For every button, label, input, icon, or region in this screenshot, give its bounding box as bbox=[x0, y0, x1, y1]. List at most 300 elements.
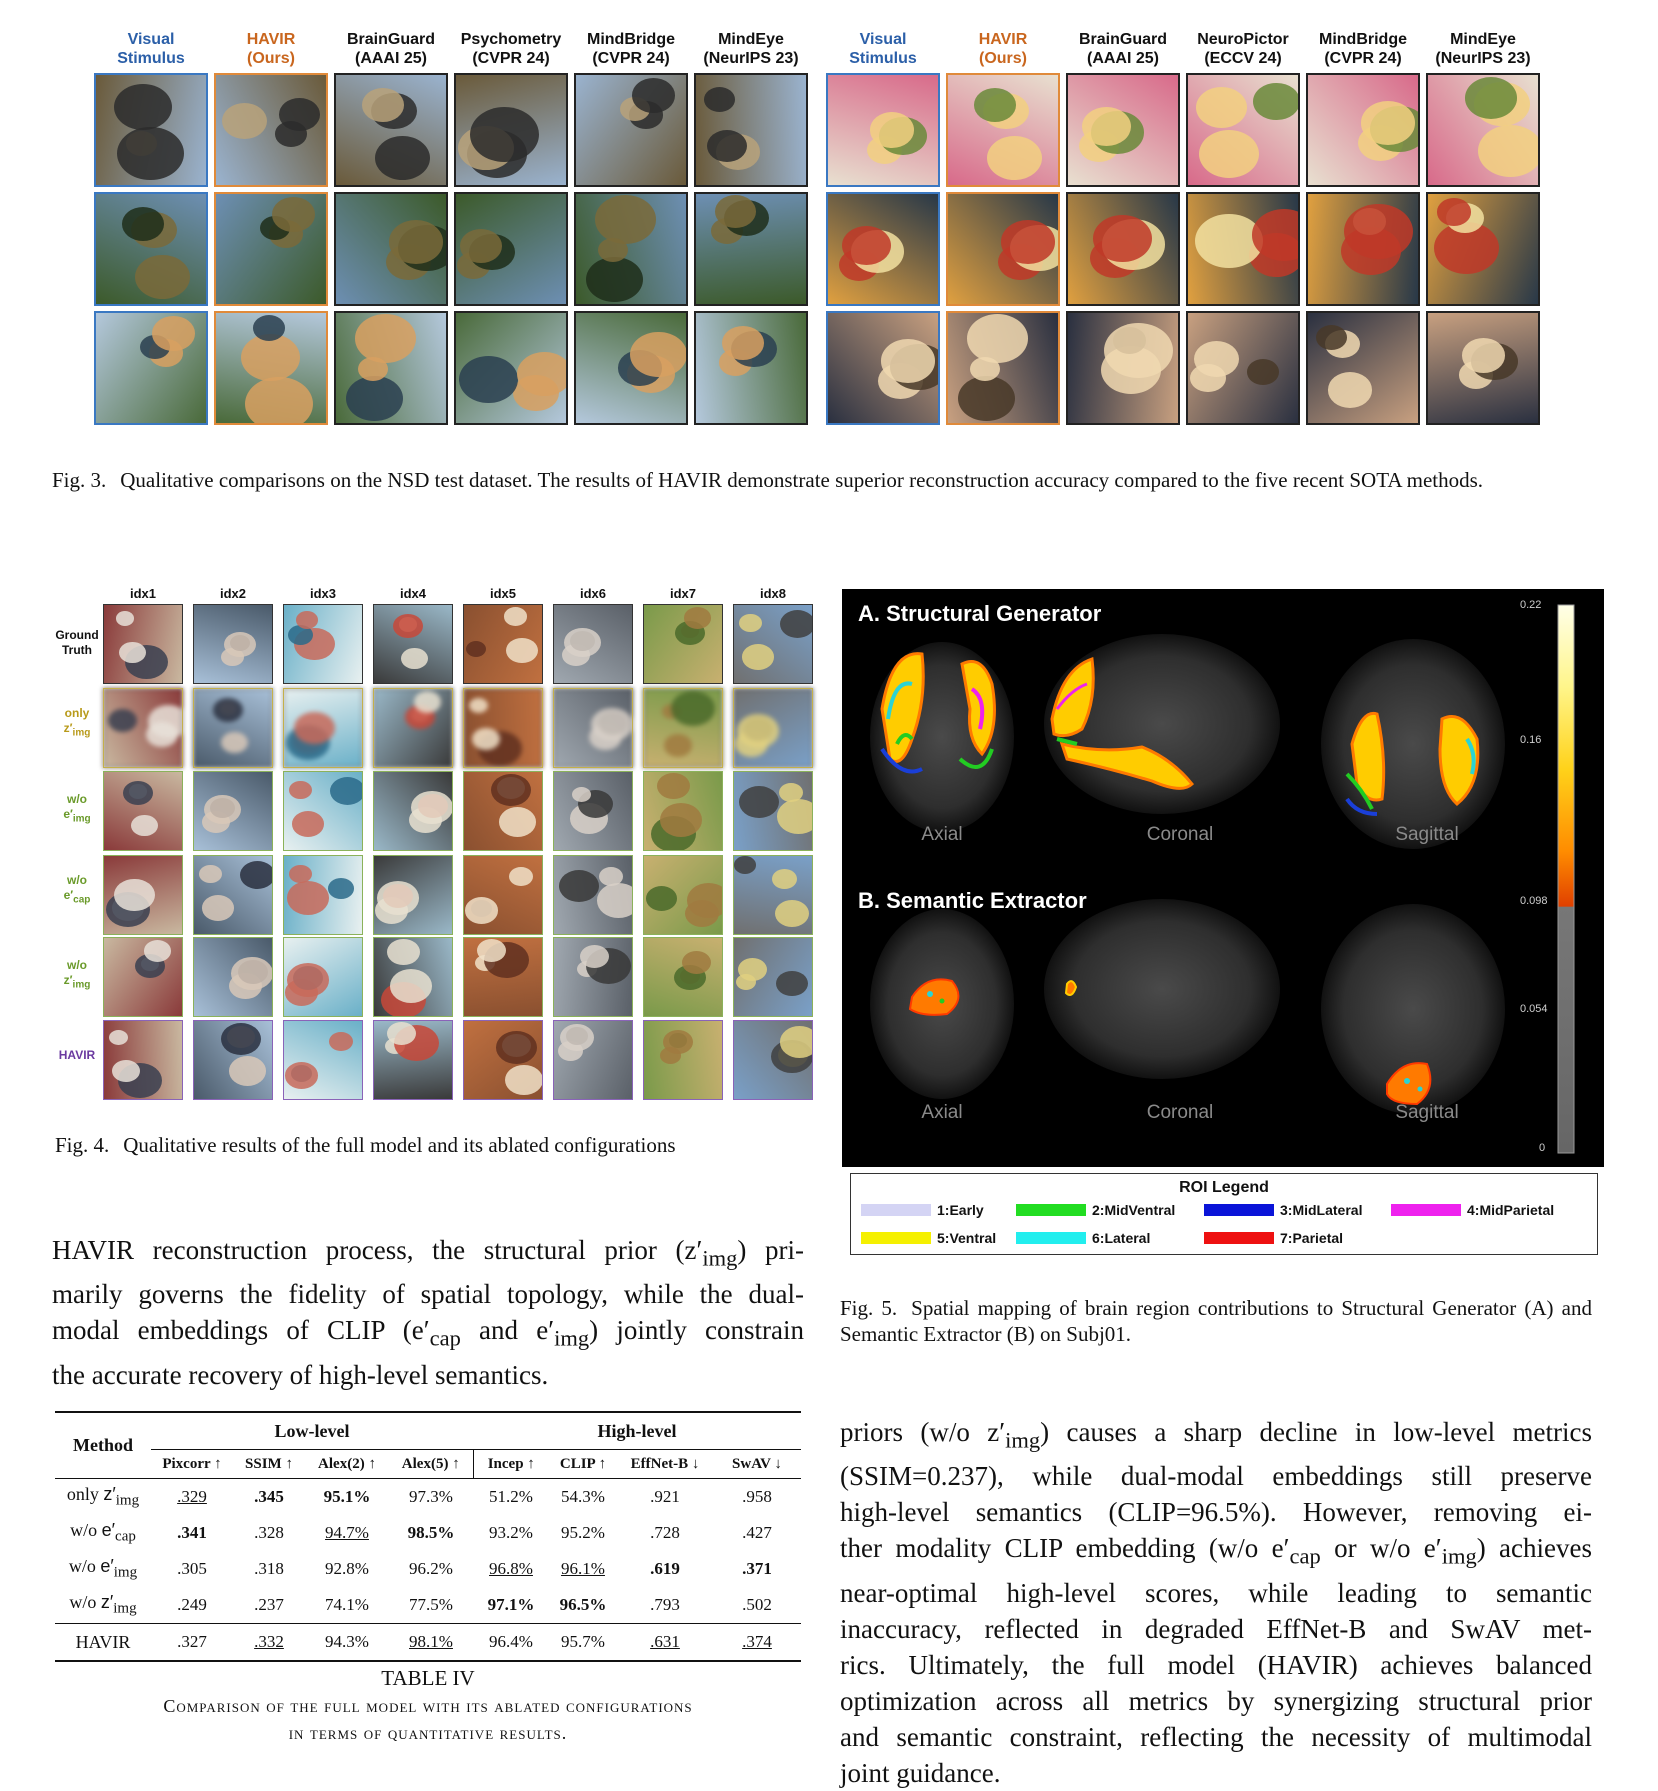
table-row bbox=[55, 1551, 801, 1587]
image-region bbox=[393, 614, 423, 638]
image-region bbox=[1199, 130, 1259, 178]
fig4-r2-c6-frame bbox=[553, 688, 633, 768]
text-line: (SSIM=0.237), while dual-modal embeddings still preserve bbox=[840, 1461, 1592, 1492]
cell-value: .328 bbox=[254, 1523, 284, 1542]
image-region bbox=[715, 195, 756, 228]
fig3-right-r3-c6-image bbox=[1426, 311, 1540, 425]
image-region bbox=[598, 238, 628, 262]
col-header-3: Alex(2) ↑ bbox=[318, 1455, 376, 1472]
fig4-col-idx6: idx6 bbox=[579, 586, 606, 601]
image-region bbox=[684, 607, 711, 629]
image-region bbox=[459, 356, 518, 403]
image-region bbox=[722, 326, 764, 360]
col-header-7: EffNet-B ↓ bbox=[630, 1455, 700, 1472]
roi-legend-item-4 bbox=[1391, 1202, 1554, 1218]
table-row bbox=[55, 1479, 801, 1516]
fig3-left-r3-c6-image bbox=[694, 311, 808, 425]
image-region bbox=[135, 255, 190, 299]
fig4-r2-c5-frame bbox=[463, 688, 543, 768]
fig3-left-r3-c1-image bbox=[94, 311, 208, 425]
fig4-r6-c3-frame bbox=[283, 1020, 363, 1100]
fig4-r6-c6-frame bbox=[553, 1020, 633, 1100]
fig4-r6-c8-frame bbox=[733, 1020, 813, 1100]
fig4-r2-c1-frame bbox=[103, 688, 183, 768]
image-region bbox=[987, 136, 1042, 180]
fig4-row-label-4: w/o $e'_{cap}$ bbox=[63, 873, 91, 906]
low-level-header: Low-level bbox=[151, 1412, 473, 1450]
cell-value: .427 bbox=[742, 1523, 772, 1542]
text-line: high-level semantics (CLIP=96.5%). However, removing ei- bbox=[840, 1497, 1592, 1528]
image-region bbox=[1316, 325, 1347, 350]
roi-legend-item-1 bbox=[861, 1202, 984, 1218]
fig3-right-r2-c3-image bbox=[1066, 192, 1180, 306]
table-subtitle-1: Comparison of the full model with its ablated configurations bbox=[163, 1696, 693, 1716]
fig3-left-r1-c4-image bbox=[454, 73, 568, 187]
fig4-r5-c1-frame bbox=[103, 937, 183, 1017]
brain-map-figure bbox=[842, 589, 1604, 1167]
table-cell bbox=[305, 1479, 389, 1516]
table-row bbox=[55, 1587, 801, 1624]
cell-value: .921 bbox=[650, 1487, 680, 1506]
fig4-r2-c4-frame bbox=[373, 688, 453, 768]
fig4-r4-c1-frame bbox=[103, 855, 183, 935]
fig4-r1-c1-image bbox=[103, 604, 183, 684]
table-cell bbox=[473, 1551, 549, 1587]
fig4-col-idx3: idx3 bbox=[309, 586, 336, 601]
roi-legend-item-7 bbox=[1204, 1230, 1343, 1246]
cell-value: 96.1% bbox=[561, 1559, 605, 1578]
fig4-col-idx5: idx5 bbox=[489, 586, 516, 601]
brain-map-panel bbox=[842, 589, 1604, 1167]
fig3-caption bbox=[52, 467, 1590, 493]
image-region bbox=[630, 332, 687, 378]
panel-b-view-coronal: Coronal bbox=[1146, 1102, 1214, 1123]
text-line: joint guidance. bbox=[840, 1757, 1001, 1788]
colorbar-tick-5: 0 bbox=[1539, 1142, 1546, 1154]
cell-value: 98.1% bbox=[409, 1632, 453, 1651]
roi-label: 7:Parietal bbox=[1280, 1230, 1344, 1246]
fig3-left-r2-c3-image bbox=[334, 192, 448, 306]
row-method: w/o $e'_{cap}$ bbox=[70, 1520, 136, 1545]
cell-value: 77.5% bbox=[409, 1595, 453, 1614]
fig4-r1-c4-image bbox=[373, 604, 453, 684]
fig4-r1-c7-image bbox=[643, 604, 723, 684]
cell-value: .341 bbox=[177, 1523, 207, 1542]
image-region bbox=[974, 88, 1016, 122]
image-region bbox=[870, 112, 914, 147]
roi-swatch bbox=[1391, 1204, 1461, 1216]
fig3-left-r2-c1-image bbox=[94, 192, 208, 306]
fig3-left-header-4: Psychometry (CVPR 24) bbox=[460, 31, 562, 67]
right-paragraph bbox=[840, 1414, 1592, 1791]
cell-value: .318 bbox=[254, 1559, 284, 1578]
image-region bbox=[224, 632, 256, 658]
table-cell bbox=[713, 1551, 801, 1587]
fig3-right-r1-c6-image bbox=[1426, 73, 1540, 187]
image-region bbox=[742, 644, 774, 670]
image-region bbox=[504, 607, 527, 625]
fig4-caption-label: Fig. 4. bbox=[55, 1133, 110, 1157]
fig4-r2-c2-frame bbox=[193, 688, 273, 768]
image-region bbox=[881, 339, 935, 382]
fig3-left-r2-c6-image bbox=[694, 192, 808, 306]
cell-value: .631 bbox=[650, 1632, 680, 1651]
fig3-right-r3-c4-image bbox=[1186, 311, 1300, 425]
cell-value: 96.8% bbox=[489, 1559, 533, 1578]
image-region bbox=[586, 257, 643, 303]
fig3-left-header-2: HAVIR (Ours) bbox=[246, 31, 296, 67]
fig4-r3-c7-frame bbox=[643, 771, 723, 851]
fig3-left-r1-c3-image bbox=[334, 73, 448, 187]
roi-swatch bbox=[1204, 1204, 1274, 1216]
fig3-right-r1-c5-image bbox=[1306, 73, 1420, 187]
text-line: inaccuracy, reflected in degraded EffNet-B and SwAV met- bbox=[840, 1613, 1592, 1644]
colorbar-tick-4: 0.054 bbox=[1520, 1003, 1548, 1015]
text-line: near-optimal high-level scores, while leading to semantic bbox=[840, 1577, 1592, 1608]
fig3-right-header-2: HAVIR (Ours) bbox=[978, 31, 1028, 67]
image-region bbox=[1478, 125, 1541, 177]
table-cell bbox=[233, 1551, 305, 1587]
image-region bbox=[632, 78, 675, 112]
roi-swatch bbox=[861, 1204, 931, 1216]
cell-value: 97.1% bbox=[487, 1595, 535, 1614]
fig4-col-idx8: idx8 bbox=[759, 586, 786, 601]
fig3-left-header-1: Visual Stimulus bbox=[117, 31, 185, 67]
cell-value: .305 bbox=[177, 1559, 207, 1578]
table-cell bbox=[473, 1624, 549, 1662]
cell-value: .329 bbox=[177, 1487, 207, 1506]
fig5-caption-text: Spatial mapping of brain region contributions to Structural Generator (A) and Semantic Extractor (B) on Subj01. bbox=[840, 1296, 1593, 1346]
fig3-caption-text: Qualitative comparisons on the NSD test dataset. The results of HAVIR demonstrate superior reconstruction accuracy compared to the five recent SOTA methods. bbox=[120, 468, 1484, 492]
colorbar bbox=[1558, 605, 1574, 1153]
table-cell bbox=[233, 1587, 305, 1624]
image-region bbox=[119, 642, 146, 664]
image-region bbox=[1361, 101, 1415, 144]
col-header-6: CLIP ↑ bbox=[559, 1455, 607, 1472]
colorbar-tick-1: 0.22 bbox=[1520, 599, 1542, 611]
cell-value: 54.3% bbox=[561, 1487, 605, 1506]
table-cell bbox=[151, 1479, 233, 1516]
image-region bbox=[1001, 220, 1055, 263]
fig3-right-header-6: MindEye (NeurIPS 23) bbox=[1435, 31, 1531, 67]
cell-value: .793 bbox=[650, 1595, 680, 1614]
fig4-r3-c6-frame bbox=[553, 771, 633, 851]
fig4-r6-c2-frame bbox=[193, 1020, 273, 1100]
fig3-left-r2-c5-image bbox=[574, 192, 688, 306]
text-line: the accurate recovery of high-level semantics. bbox=[52, 1359, 549, 1390]
fig3-right-r1-c1-image bbox=[826, 73, 940, 187]
table-cell bbox=[473, 1479, 549, 1516]
fig3-right-r2-c6-image bbox=[1426, 192, 1540, 306]
table-cell bbox=[713, 1479, 801, 1516]
fig4-row-label-3: w/o $e'_{img}$ bbox=[63, 792, 91, 825]
cell-value: .345 bbox=[254, 1487, 284, 1506]
fig4-r5-c4-frame bbox=[373, 937, 453, 1017]
image-region bbox=[704, 87, 735, 112]
text-line: HAVIR reconstruction process, the structural prior $(z'_{img})$ pri- bbox=[52, 1235, 804, 1271]
fig4-col-idx7: idx7 bbox=[669, 586, 696, 601]
fig4-r5-c7-frame bbox=[643, 937, 723, 1017]
fig3-caption-label: Fig. 3. bbox=[52, 468, 107, 492]
cell-value: .332 bbox=[254, 1632, 284, 1651]
fig4-r6-c5-frame bbox=[463, 1020, 543, 1100]
table-cell bbox=[549, 1624, 617, 1662]
fig4-row-label-2: only $z'_{img}$ bbox=[63, 706, 91, 739]
cell-value: .237 bbox=[254, 1595, 284, 1614]
image-region bbox=[358, 357, 388, 381]
table-cell bbox=[549, 1515, 617, 1551]
colorbar-tick-2: 0.16 bbox=[1520, 734, 1542, 746]
fig3-left-r3-c2-image bbox=[214, 311, 328, 425]
fig3-right-r3-c1-image bbox=[826, 311, 940, 425]
panel-b-view-axial: Axial bbox=[921, 1102, 963, 1123]
roi-label: 4:MidParietal bbox=[1467, 1202, 1555, 1218]
fig4-col-idx4: idx4 bbox=[399, 586, 426, 601]
fig3-right-r3-c5-image bbox=[1306, 311, 1420, 425]
fig3-left-r3-c5-image bbox=[574, 311, 688, 425]
image-region bbox=[1437, 198, 1471, 225]
fig3-right-r1-c3-image bbox=[1066, 73, 1180, 187]
cell-value: 93.2% bbox=[489, 1523, 533, 1542]
image-region bbox=[116, 611, 134, 625]
table-cell bbox=[473, 1587, 549, 1624]
image-region bbox=[1253, 83, 1300, 121]
panel-a-view-sagittal: Sagittal bbox=[1395, 824, 1459, 845]
roi-legend-item-6 bbox=[1016, 1230, 1150, 1246]
image-region bbox=[1247, 359, 1279, 385]
cell-value: 51.2% bbox=[489, 1487, 533, 1506]
roi-label: 5:Ventral bbox=[937, 1230, 997, 1246]
col-header-2: SSIM ↑ bbox=[245, 1455, 293, 1472]
image-region bbox=[470, 107, 539, 162]
roi-legend-item-2 bbox=[1016, 1202, 1175, 1218]
table-cell bbox=[473, 1515, 549, 1551]
brain-b-coronal bbox=[1044, 899, 1280, 1079]
roi-swatch bbox=[1204, 1232, 1274, 1244]
image-region bbox=[245, 377, 313, 425]
image-region bbox=[279, 98, 320, 131]
table-cell bbox=[549, 1479, 617, 1516]
fig5-caption bbox=[840, 1295, 1592, 1347]
fig3-left-r1-c2-image bbox=[214, 73, 328, 187]
cell-value: 97.3% bbox=[409, 1487, 453, 1506]
table-cell bbox=[233, 1624, 305, 1662]
table-cell bbox=[713, 1587, 801, 1624]
fig3-right-r1-c2-image bbox=[946, 73, 1060, 187]
cell-value: .249 bbox=[177, 1595, 207, 1614]
fig4-r5-c3-frame bbox=[283, 937, 363, 1017]
col-header-4: Alex(5) ↑ bbox=[389, 1450, 473, 1479]
fig3-right-r2-c2-image bbox=[946, 192, 1060, 306]
cell-value: 95.7% bbox=[561, 1632, 605, 1651]
cell-value: .502 bbox=[742, 1595, 772, 1614]
table-title: TABLE IV bbox=[381, 1666, 475, 1690]
table-cell bbox=[617, 1587, 713, 1624]
high-level-header: High-level bbox=[473, 1412, 801, 1450]
left-paragraph bbox=[52, 1232, 804, 1393]
table-cell bbox=[389, 1624, 473, 1662]
image-region bbox=[1328, 372, 1372, 407]
fig3-right-header-4: NeuroPictor (ECCV 24) bbox=[1197, 31, 1289, 67]
row-method: only $z'_{img}$ bbox=[66, 1484, 140, 1509]
table-cell bbox=[617, 1479, 713, 1516]
colorbar-tick-3: 0.098 bbox=[1520, 895, 1548, 907]
image-region bbox=[517, 352, 569, 396]
fig5-caption-label: Fig. 5. bbox=[840, 1296, 898, 1320]
fig3-right-r2-c1-image bbox=[826, 192, 940, 306]
fig4-col-idx2: idx2 bbox=[219, 586, 246, 601]
table-cell bbox=[305, 1551, 389, 1587]
fig3-left-r1-c1-image bbox=[94, 73, 208, 187]
table-cell bbox=[389, 1515, 473, 1551]
fig4-r3-c8-frame bbox=[733, 771, 813, 851]
image-region bbox=[1462, 338, 1505, 372]
cell-value: 92.8% bbox=[325, 1559, 369, 1578]
fig4-r5-c6-frame bbox=[553, 937, 633, 1017]
fig4-r1-c2-image bbox=[193, 604, 273, 684]
fig3-right-header-3: BrainGuard (AAAI 25) bbox=[1078, 31, 1167, 67]
roi-label: 1:Early bbox=[937, 1202, 984, 1218]
cell-value: .958 bbox=[742, 1487, 772, 1506]
table-cell bbox=[233, 1479, 305, 1516]
fig3-right-header-5: MindBridge (CVPR 24) bbox=[1319, 31, 1407, 67]
fig3-left-r3-c4-image bbox=[454, 311, 568, 425]
roi-legend-item-3 bbox=[1204, 1202, 1362, 1218]
fig4-r1-c6-image bbox=[553, 604, 633, 684]
table-cell bbox=[549, 1587, 617, 1624]
cell-value: .619 bbox=[650, 1559, 680, 1578]
image-region bbox=[122, 207, 164, 241]
text-line: marily governs the fidelity of spatial topology, while the dual- bbox=[52, 1279, 804, 1310]
fig4-r5-c5-frame bbox=[463, 937, 543, 1017]
table-cell bbox=[151, 1551, 233, 1587]
fig3-right-r3-c2-image bbox=[946, 311, 1060, 425]
cell-value: .728 bbox=[650, 1523, 680, 1542]
image-region bbox=[114, 84, 172, 130]
table-cell bbox=[713, 1515, 801, 1551]
panel-a-view-axial: Axial bbox=[921, 824, 963, 845]
image-region bbox=[842, 226, 891, 265]
cell-value: 96.5% bbox=[559, 1595, 607, 1614]
fig3-left-r1-c6-image bbox=[694, 73, 808, 187]
cell-value: 94.7% bbox=[325, 1523, 369, 1542]
method-header: Method bbox=[73, 1435, 133, 1455]
fig4-row-label-6: HAVIR bbox=[58, 1048, 96, 1062]
fig4-r4-c6-frame bbox=[553, 855, 633, 935]
col-header-5: Incep ↑ bbox=[473, 1450, 549, 1479]
table-cell bbox=[151, 1515, 233, 1551]
cell-value: 95.1% bbox=[323, 1487, 371, 1506]
table-cell bbox=[389, 1587, 473, 1624]
row-method: HAVIR bbox=[75, 1631, 131, 1652]
image-region bbox=[355, 314, 416, 363]
panel-a-title: A. Structural Generator bbox=[858, 601, 1102, 626]
table-cell bbox=[389, 1479, 473, 1516]
table-cell bbox=[233, 1515, 305, 1551]
row-method: w/o $e'_{img}$ bbox=[68, 1556, 138, 1581]
fig4-r6-c7-frame bbox=[643, 1020, 723, 1100]
image-region bbox=[1196, 87, 1247, 128]
fig4-r6-c1-frame bbox=[103, 1020, 183, 1100]
table-cell bbox=[151, 1587, 233, 1624]
cell-value: .371 bbox=[742, 1559, 772, 1578]
fig3-left-header-5: MindBridge (CVPR 24) bbox=[587, 31, 675, 67]
image-region bbox=[958, 376, 1015, 422]
table-cell bbox=[549, 1551, 617, 1587]
text-line: ther modality CLIP embedding (w/o $e'_{cap}$ or w/o $e'_{img}$) achieves bbox=[840, 1533, 1592, 1569]
image-region bbox=[1082, 107, 1131, 146]
image-region bbox=[1194, 341, 1239, 377]
image-region bbox=[375, 136, 430, 180]
roi-label: 6:Lateral bbox=[1092, 1230, 1151, 1246]
fig3-left-r1-c5-image bbox=[574, 73, 688, 187]
image-region bbox=[595, 195, 656, 244]
image-region bbox=[460, 229, 502, 263]
table-cell bbox=[305, 1624, 389, 1662]
fig3-left-header-6: MindEye (NeurIPS 23) bbox=[703, 31, 799, 67]
image-region bbox=[1093, 215, 1152, 262]
fig4-r3-c1-frame bbox=[103, 771, 183, 851]
image-region bbox=[1344, 204, 1413, 259]
cell-value: 96.4% bbox=[489, 1632, 533, 1651]
fig3-left-r3-c3-image bbox=[334, 311, 448, 425]
roi-swatch bbox=[1016, 1232, 1086, 1244]
results-table bbox=[55, 1411, 801, 1662]
fig4-r3-c5-frame bbox=[463, 771, 543, 851]
image-region bbox=[780, 610, 813, 638]
table-cell bbox=[617, 1624, 713, 1662]
cell-value: .374 bbox=[742, 1632, 772, 1651]
cell-value: 96.2% bbox=[409, 1559, 453, 1578]
table-cell bbox=[389, 1551, 473, 1587]
fig4-r4-c4-frame bbox=[373, 855, 453, 935]
table-cell bbox=[305, 1515, 389, 1551]
table-cell bbox=[151, 1624, 233, 1662]
text-line: rics. Ultimately, the full model (HAVIR) achieves balanced bbox=[840, 1649, 1592, 1680]
fig3-right-r3-c3-image bbox=[1066, 311, 1180, 425]
fig3-right-r2-c5-image bbox=[1306, 192, 1420, 306]
fig3-right-r1-c4-image bbox=[1186, 73, 1300, 187]
text-line: priors (w/o $z'_{img}$) causes a sharp decline in low-level metrics bbox=[840, 1417, 1593, 1453]
fig4-r5-c8-frame bbox=[733, 937, 813, 1017]
table-cell bbox=[713, 1624, 801, 1662]
image-region bbox=[970, 357, 1000, 381]
fig4-r6-c4-frame bbox=[373, 1020, 453, 1100]
image-region bbox=[564, 628, 601, 658]
fig4-caption bbox=[55, 1132, 815, 1158]
cell-value: .327 bbox=[177, 1632, 207, 1651]
panel-b-title: B. Semantic Extractor bbox=[858, 888, 1087, 913]
table-row bbox=[55, 1515, 801, 1551]
roi-label: 2:MidVentral bbox=[1092, 1202, 1176, 1218]
image-region bbox=[253, 315, 285, 341]
text-line: optimization across all metrics by synergizing structural prior bbox=[840, 1685, 1592, 1716]
image-region bbox=[362, 88, 404, 122]
table-cell bbox=[617, 1551, 713, 1587]
image-region bbox=[1104, 323, 1173, 378]
image-region bbox=[739, 614, 762, 632]
fig4-r4-c7-frame bbox=[643, 855, 723, 935]
fig4-r1-c8-image bbox=[733, 604, 813, 684]
fig4-r1-c3-image bbox=[283, 604, 363, 684]
fig4-r2-c7-frame bbox=[643, 688, 723, 768]
row-method: w/o $z'_{img}$ bbox=[69, 1592, 137, 1617]
cell-value: 74.1% bbox=[325, 1595, 369, 1614]
table-row bbox=[55, 1624, 801, 1662]
fig4-col-idx1: idx1 bbox=[129, 586, 156, 601]
cell-value: 98.5% bbox=[407, 1523, 455, 1542]
table-cell bbox=[617, 1515, 713, 1551]
